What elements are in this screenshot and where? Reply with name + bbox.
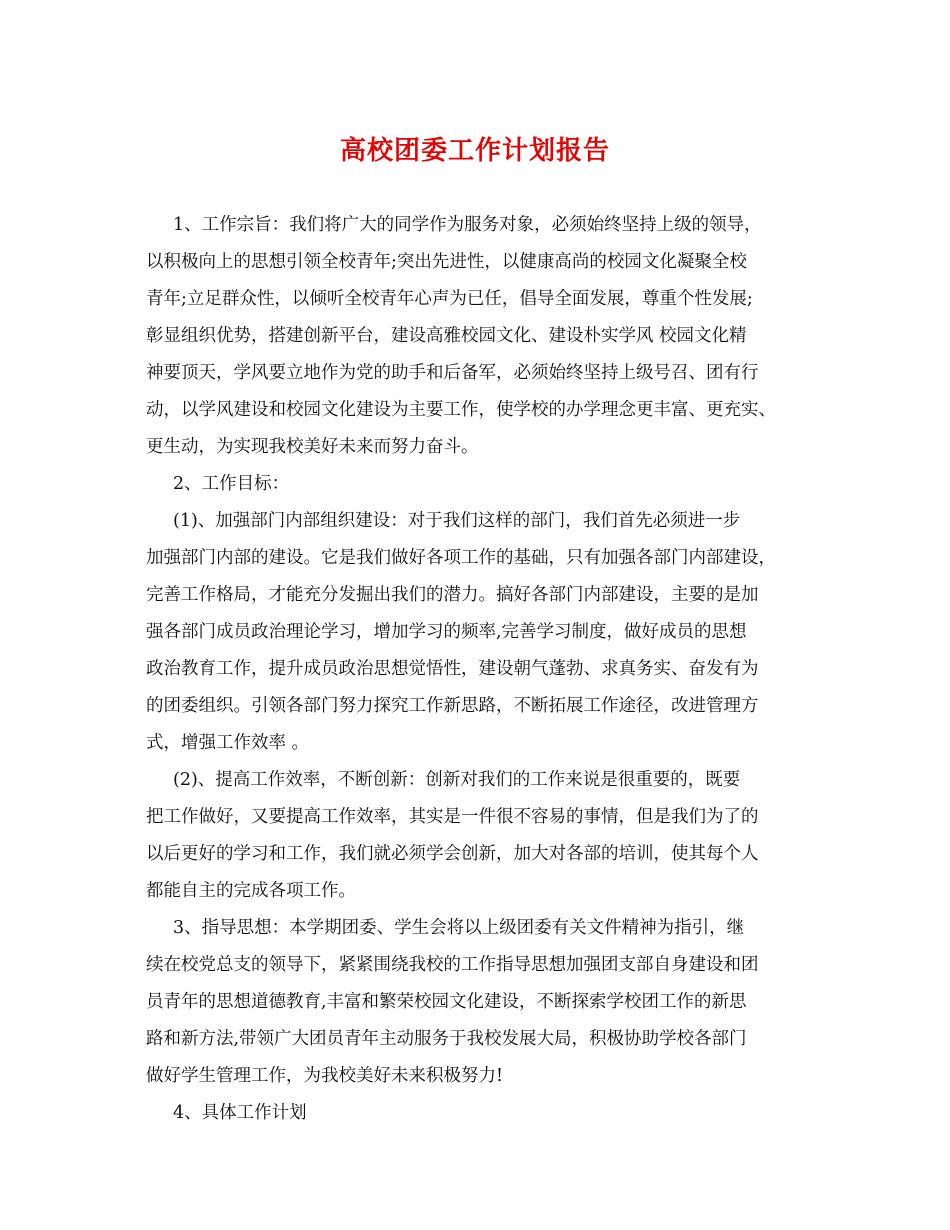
text-line: 2、工作目标： <box>173 474 290 494</box>
text-line: 3、指导思想：本学期团委、学生会将以上级团委有关文件精神为指引，继 <box>173 918 745 938</box>
text-line: 动，以学风建设和校园文化建设为主要工作，使学校的办学理念更丰富、更充实、 <box>146 400 776 420</box>
page-title: 高校团委工作计划报告 <box>339 136 610 166</box>
text-line: 青年;立足群众性，以倾听全校青年心声为已任，倡导全面发展，尊重个性发展; <box>146 289 753 309</box>
text-line: 加强部门内部的建设。它是我们做好各项工作的基础，只有加强各部门内部建设， <box>146 548 776 568</box>
text-line: 的团委组织。引领各部门努力探究工作新思路，不断拓展工作途径，改进管理方 <box>146 696 759 716</box>
text-line: 彰显组织优势，搭建创新平台，建设高雅校园文化、建设朴实学风 校园文化精 <box>146 326 747 346</box>
text-line: (1)、加强部门内部组织建设：对于我们这样的部门，我们首先必须进一步 <box>173 511 741 531</box>
text-line: 神要顶天，学风要立地作为党的助手和后备军，必须始终坚持上级号召、团有行 <box>146 363 759 383</box>
text-line: 政治教育工作，提升成员政治思想觉悟性，建设朝气蓬勃、求真务实、奋发有为 <box>146 659 759 679</box>
text-line: 做好学生管理工作，为我校美好未来积极努力! <box>146 1066 504 1086</box>
text-line: 都能自主的完成各项工作。 <box>146 881 356 901</box>
text-line: 以积极向上的思想引领全校青年;突出先进性，以健康高尚的校园文化凝聚全校 <box>146 252 747 272</box>
text-line: 完善工作格局，才能充分发掘出我们的潜力。搞好各部门内部建设，主要的是加 <box>146 585 759 605</box>
text-line: 员青年的思想道德教育,丰富和繁荣校园文化建设，不断探索学校团工作的新思 <box>146 992 747 1012</box>
text-line: 续在校党总支的领导下，紧紧围绕我校的工作指导思想加强团支部自身建设和团 <box>146 955 759 975</box>
document-body <box>146 207 816 1132</box>
text-line: 更生动，为实现我校美好未来而努力奋斗。 <box>146 437 479 457</box>
text-line: 强各部门成员政治理论学习，增加学习的频率,完善学习制度，做好成员的思想 <box>146 622 747 642</box>
text-line: 4、具体工作计划 <box>173 1103 307 1123</box>
text-line: 式，增强工作效率 。 <box>146 733 310 753</box>
text-line: 路和新方法,带领广大团员青年主动服务于我校发展大局，积极协助学校各部门 <box>146 1029 747 1049</box>
text-line: (2)、提高工作效率，不断创新：创新对我们的工作来说是很重要的，既要 <box>173 770 741 790</box>
text-line: 把工作做好，又要提高工作效率，其实是一件很不容易的事情，但是我们为了的 <box>146 807 759 827</box>
text-line: 以后更好的学习和工作，我们就必须学会创新，加大对各部的培训，使其每个人 <box>146 844 759 864</box>
text-line: 1、工作宗旨：我们将广大的同学作为服务对象，必须始终坚持上级的领导， <box>173 215 762 235</box>
